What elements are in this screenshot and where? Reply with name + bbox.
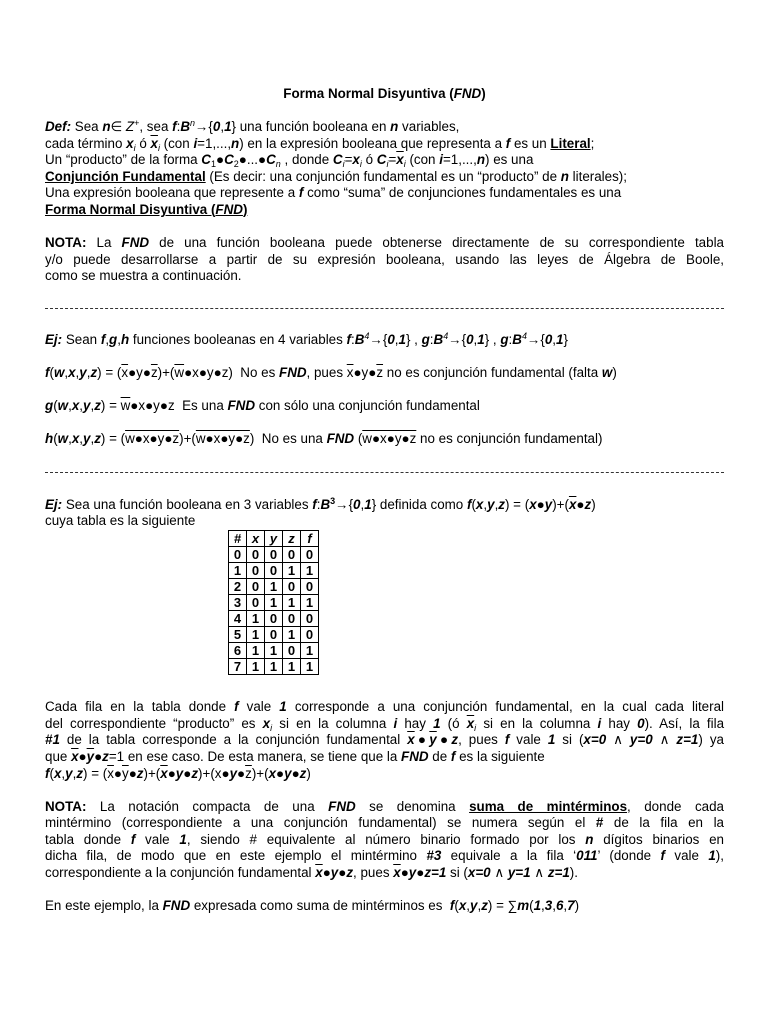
nota2-line-3: tabla donde f vale 1, siendo # equivalente al número binario formado por los n dígitos binarios en: [45, 832, 724, 847]
paragraph-line-2: del correspondiente “producto” es $x_i$ si en la columna i hay 1 (ó $\overline{x}_i$ si en la columna i hay 0). Así, la fila: [45, 716, 725, 733]
table-cell: 1: [301, 643, 319, 659]
definition-line-6: Forma Normal Disyuntiva (FND): [45, 202, 248, 217]
table-cell: 4: [229, 611, 247, 627]
table-header-cell: #: [229, 531, 247, 547]
example1-f-line: $f(w,x,y,z) = (\overline{x}●y●\overline{z})+(\overline{w}●x●y●z)$ No es FND, pues $\overline{x}●y●\overline{z}$ no es conjunción fundamental (falta w): [45, 365, 617, 380]
table-cell: 1: [247, 643, 265, 659]
table-cell: 1: [283, 659, 301, 675]
table-cell: 3: [229, 595, 247, 611]
table-cell: 0: [301, 611, 319, 627]
table-cell: 2: [229, 579, 247, 595]
table-cell: 1: [247, 659, 265, 675]
table-cell: 6: [229, 643, 247, 659]
table-row: [229, 643, 319, 659]
table-cell: 0: [247, 563, 265, 579]
definition-line-2: cada término $x_i$ ó $\overline{x}_i$ (con i=1,...,n) en la expresión booleana que representa a f es un Literal;: [45, 136, 595, 153]
table-cell: 0: [265, 547, 283, 563]
nota1-line-2: y/o puede desarrollarse a partir de su expresión booleana, usando las leyes de Álgebra de Boole,: [45, 252, 724, 267]
example2-line-1: Ej: Sea una función booleana en 3 variables $f:B^3\to\{0,1\}$ definida como $f(x,y,z) = (x●y)+(\overline{x}●z)$: [45, 496, 596, 512]
table-header-cell: z: [283, 531, 301, 547]
table-cell: 0: [265, 627, 283, 643]
table-cell: 1: [265, 659, 283, 675]
paragraph-line-3: #1 de la tabla corresponde a la conjunción fundamental $\overline{x}●\overline{y}●z$, pues f vale 1 si (x=0 ∧ y=0 ∧ z=1) ya: [45, 732, 724, 747]
nota2-line-1: NOTA: La notación compacta de una FND se denomina suma de mintérminos, donde cada: [45, 799, 724, 814]
definition-line-4: Conjunción Fundamental (Es decir: una conjunción fundamental es un “producto” de n literales);: [45, 169, 627, 184]
document-page: [45, 0, 724, 1024]
table-cell: 0: [265, 563, 283, 579]
nota2-line-4: dicha fila, de modo que en este ejemplo el mintérmino #3 equivale a la fila ‘011’ (donde f vale 1),: [45, 848, 724, 863]
definition-line-1: Def: Sea n∈ Z+, sea $f:B^n\to\{0,1\}$ una función booleana en n variables,: [45, 118, 460, 134]
table-cell: 0: [229, 547, 247, 563]
table-cell: 1: [301, 563, 319, 579]
table-cell: 1: [301, 595, 319, 611]
table-row: [229, 579, 319, 595]
table-cell: 1: [283, 595, 301, 611]
table-cell: 1: [229, 563, 247, 579]
table-row: [229, 627, 319, 643]
table-cell: 0: [283, 547, 301, 563]
example2-line-2: cuya tabla es la siguiente: [45, 513, 196, 528]
table-cell: 5: [229, 627, 247, 643]
table-header-cell: f: [301, 531, 319, 547]
table-cell: 0: [283, 611, 301, 627]
truth-table: [228, 530, 319, 675]
table-cell: 1: [247, 611, 265, 627]
nota1-line-1: NOTA: La FND de una función booleana puede obtenerse directamente de su correspondiente tabla: [45, 235, 724, 250]
example1-g-line: $g(w,x,y,z) = \overline{w}●x●y●z$ Es una FND con sólo una conjunción fundamental: [45, 398, 480, 413]
page-title: Forma Normal Disyuntiva (FND): [283, 86, 486, 101]
table-cell: 1: [265, 579, 283, 595]
definition-line-3: Un “producto” de la forma $C_1●C_2●...●C_n$ , donde $C_i=x_i$ ó $C_i=\overline{x}_i$ (con i=1,...,n) es una: [45, 152, 534, 169]
table-cell: 1: [283, 563, 301, 579]
table-cell: 0: [283, 643, 301, 659]
final-line: En este ejemplo, la FND expresada como suma de mintérminos es f(x,y,z) = ∑m(1,3,6,7): [45, 898, 580, 913]
table-row: [229, 595, 319, 611]
table-row: [229, 547, 319, 563]
table-cell: 1: [301, 659, 319, 675]
table-cell: 1: [265, 595, 283, 611]
paragraph-line-1: Cada fila en la tabla donde f vale 1 corresponde a una conjunción fundamental, en la cual cada literal: [45, 699, 724, 714]
table-cell: 0: [301, 547, 319, 563]
nota2-line-5: correspondiente a la conjunción fundamental $\overline{x}●y●z$, pues $\overline{x}●y●z=1$ si (x=0 ∧ y=1 ∧ z=1).: [45, 865, 578, 880]
table-cell: 1: [247, 627, 265, 643]
table-cell: 1: [283, 627, 301, 643]
table-cell: 0: [301, 627, 319, 643]
table-cell: 0: [247, 579, 265, 595]
table-cell: 0: [265, 611, 283, 627]
definition-line-5: Una expresión booleana que represente a f como “suma” de conjunciones fundamentales es una: [45, 185, 622, 200]
nota2-line-2: mintérmino (correspondiente a una conjunción fundamental) se numera según el # de la fila en la: [45, 815, 724, 830]
paragraph-line-5: $f(x,y,z) = (\overline{x}●\overline{y}●z)+(\overline{x}●y●z)+(x●y●\overline{z})+(x●y●z)$: [45, 766, 311, 781]
table-row: [229, 659, 319, 675]
table-cell: 0: [301, 579, 319, 595]
example1-line-1: Ej: Sean f,g,h funciones booleanas en 4 variables $f:B^4\to\{0,1\}$ , $g:B^4\to\{0,1\}$ , $g:B^4\to\{0,1\}$: [45, 331, 568, 347]
table-row: [229, 563, 319, 579]
table-header-cell: x: [247, 531, 265, 547]
separator-line: [45, 472, 724, 473]
table-cell: 0: [247, 595, 265, 611]
table-header-row: [229, 531, 319, 547]
example1-h-line: h(w,x,y,z) = (w●x●y●z)+(w●x●y●z) No es una FND (w●x●y●z no es conjunción fundamental): [45, 431, 603, 446]
table-cell: 7: [229, 659, 247, 675]
table-row: [229, 611, 319, 627]
table-cell: 0: [283, 579, 301, 595]
separator-line: [45, 308, 724, 309]
table-cell: 1: [265, 643, 283, 659]
paragraph-line-4: que $\overline{x}●\overline{y}●z=1$ en ese caso. De esta manera, se tiene que la FND de f es la siguiente: [45, 749, 545, 764]
table-header-cell: y: [265, 531, 283, 547]
table-cell: 0: [247, 547, 265, 563]
nota1-line-3: como se muestra a continuación.: [45, 268, 242, 283]
